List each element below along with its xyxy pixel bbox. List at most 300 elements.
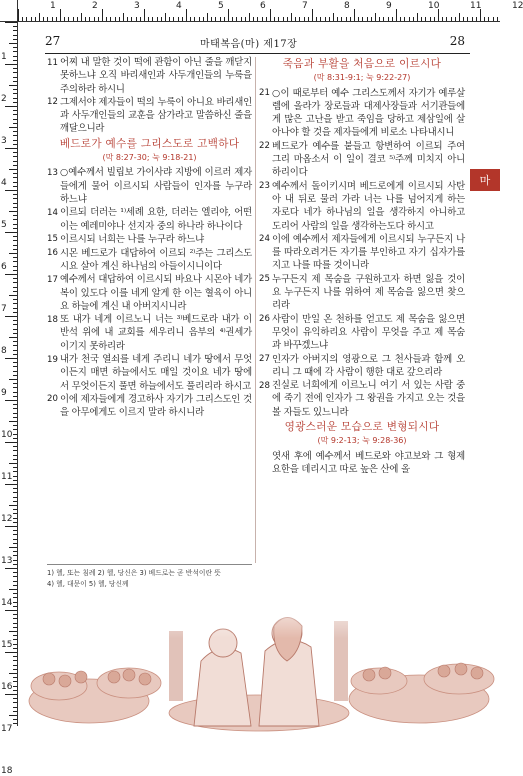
- ruler-tick: [13, 572, 17, 573]
- ruler-tick: [13, 93, 17, 94]
- ruler-tick: [392, 17, 393, 21]
- verse: [47, 353, 252, 393]
- verse-text: 이르되 더러는 ¹⁾세례 요한, 더러는 엘리야, 어떤 이는 예레미야나 선지자 중의 하나라 하나이다: [60, 207, 252, 232]
- ruler-label: 7: [1, 304, 7, 314]
- ruler-label: 9: [1, 388, 7, 398]
- ruler-tick: [434, 17, 435, 21]
- ruler-tick: [253, 17, 254, 21]
- verse: [259, 233, 465, 273]
- ruler-tick: [9, 253, 17, 254]
- ruler-tick: [9, 589, 17, 590]
- ruler-tick: [161, 17, 162, 21]
- ruler-tick: [13, 123, 17, 124]
- ruler-tick: [13, 102, 17, 103]
- verse: [47, 56, 252, 96]
- ruler-tick: [13, 417, 17, 418]
- ruler-tick: [13, 455, 17, 456]
- ruler-tick: [13, 690, 17, 691]
- verse: [259, 353, 465, 380]
- verse: [47, 96, 252, 136]
- ruler-tick: [388, 17, 389, 21]
- ruler-label: 6: [260, 1, 266, 11]
- ruler-tick: [13, 555, 17, 556]
- ruler-tick: [13, 551, 17, 552]
- ruler-tick: [35, 17, 36, 21]
- verse-text: 사람이 만일 온 천하를 얻고도 제 목숨을 잃으면 무엇이 유익하리요 사람이 무엇을 주고 제 목숨과 바꾸겠느냐: [272, 313, 465, 352]
- ruler-tick: [362, 17, 363, 21]
- ruler-tick: [148, 17, 149, 21]
- ruler-tick: [13, 627, 17, 628]
- ruler-tick: [13, 681, 17, 682]
- ruler-tick: [371, 17, 372, 21]
- verse-number: [259, 450, 272, 477]
- ruler-tick: [5, 568, 17, 569]
- ruler-tick: [13, 98, 17, 99]
- ruler-tick: [13, 513, 17, 514]
- column-divider: [255, 57, 256, 563]
- illustration: [19, 591, 500, 726]
- ruler-tick: [31, 17, 32, 21]
- ruler-tick: [13, 144, 17, 145]
- verse: [47, 313, 252, 353]
- ruler-tick: [13, 413, 17, 414]
- verse-text: ○예수께서 빌립보 가이사랴 지방에 이르러 제자들에게 물어 이르시되 사람들이 인자를 누구라 하느냐: [60, 167, 252, 205]
- ruler-tick: [5, 526, 17, 527]
- ruler-tick: [13, 639, 17, 640]
- running-title: 마태복음(마) 제17장: [200, 39, 298, 50]
- ruler-tick: [383, 17, 384, 21]
- ruler-tick: [73, 17, 74, 21]
- footnote-line: 1) 헬, 또는 침례 2) 헬, 당신은 3) 베드로는 곧 반석이란 뜻: [47, 569, 221, 577]
- ruler-tick: [13, 261, 17, 262]
- section-heading: 베드로가 예수를 그리스도로 고백하다: [59, 137, 240, 150]
- ruler-tick: [13, 119, 17, 120]
- ruler-tick: [13, 345, 17, 346]
- ruler-tick: [5, 694, 17, 695]
- ruler-tick: [13, 194, 17, 195]
- ruler-tick: [409, 17, 410, 21]
- ruler-tick: [13, 51, 17, 52]
- ruler-tick: [13, 606, 17, 607]
- book-tab[interactable]: 마: [470, 169, 500, 191]
- ruler-tick: [13, 698, 17, 699]
- ruler-tick: [421, 17, 422, 21]
- verse-number: 28: [259, 380, 270, 391]
- ruler-tick: [13, 644, 17, 645]
- ruler-tick: [262, 17, 263, 21]
- ruler-tick: [295, 17, 296, 21]
- ruler-tick: [13, 203, 17, 204]
- ruler-tick: [367, 17, 368, 21]
- ruler-tick: [203, 17, 204, 21]
- ruler-tick: [13, 72, 17, 73]
- ruler-tick: [9, 505, 17, 506]
- ruler-tick: [9, 673, 17, 674]
- ruler-tick: [5, 610, 17, 611]
- ruler-tick: [13, 669, 17, 670]
- ruler-tick: [13, 60, 17, 61]
- ruler-tick: [13, 177, 17, 178]
- ruler-tick: [13, 534, 17, 535]
- ruler-tick: [13, 341, 17, 342]
- verse-number: 12: [47, 97, 58, 108]
- verse-number: 17: [47, 274, 58, 285]
- footnote-line: 4) 헬, 대문이 5) 헬, 당신께: [47, 580, 129, 588]
- verse-number: 23: [259, 181, 270, 192]
- ruler-tick: [13, 77, 17, 78]
- left-column: [47, 56, 252, 420]
- ruler-tick: [224, 17, 225, 21]
- bible-page: [19, 23, 500, 726]
- ruler-tick: [13, 257, 17, 258]
- ruler-tick: [257, 17, 258, 21]
- ruler-tick: [287, 17, 288, 21]
- ruler-tick: [123, 13, 124, 21]
- ruler-tick: [13, 434, 17, 435]
- ruler-label: 18: [1, 766, 13, 776]
- ruler-tick: [13, 396, 17, 397]
- ruler-tick: [13, 270, 17, 271]
- verse: [47, 393, 252, 420]
- ruler-tick: [316, 17, 317, 21]
- ruler-tick: [13, 303, 17, 304]
- ruler-tick: [13, 530, 17, 531]
- footnotes: [47, 564, 252, 590]
- ruler-tick: [18, 9, 19, 21]
- ruler-label: 10: [428, 1, 440, 11]
- ruler-tick: [488, 17, 489, 21]
- ruler-left: [0, 0, 18, 776]
- ruler-tick: [13, 224, 17, 225]
- ruler-corner: [0, 0, 18, 22]
- ruler-label: 12: [1, 514, 13, 524]
- ruler-tick: [13, 446, 17, 447]
- ruler-tick: [194, 17, 195, 21]
- ruler-tick: [13, 467, 17, 468]
- ruler-tick: [278, 17, 279, 21]
- ruler-tick: [13, 320, 17, 321]
- ruler-tick: [13, 438, 17, 439]
- ruler-tick: [13, 291, 17, 292]
- ruler-tick: [266, 17, 267, 21]
- ruler-tick: [13, 207, 17, 208]
- verse-text: 내가 천국 열쇠를 네게 주리니 네가 땅에서 무엇이든지 매면 하늘에서도 매일 것이요 네가 땅에서 무엇이든지 풀면 하늘에서도 풀리리라 하시고: [60, 354, 252, 392]
- ruler-label: 6: [1, 262, 7, 272]
- ruler-tick: [13, 539, 17, 540]
- ruler-tick: [13, 518, 17, 519]
- cross-reference: (막 8:27-30; 눅 9:18-21): [102, 153, 197, 163]
- ruler-tick: [13, 635, 17, 636]
- ruler-tick: [13, 509, 17, 510]
- ruler-tick: [13, 26, 17, 27]
- verse-number: 24: [259, 234, 270, 245]
- ruler-tick: [417, 13, 418, 21]
- ruler-tick: [346, 17, 347, 21]
- ruler-tick: [5, 358, 17, 359]
- verse: [259, 273, 465, 313]
- verse-text: 이르시되 너희는 나를 누구라 하느냐: [60, 233, 204, 245]
- ruler-tick: [13, 135, 17, 136]
- ruler-tick: [9, 421, 17, 422]
- ruler-tick: [13, 581, 17, 582]
- ruler-tick: [9, 295, 17, 296]
- ruler-tick: [165, 13, 166, 21]
- ruler-tick: [413, 17, 414, 21]
- ruler-label: 3: [134, 1, 140, 11]
- ruler-tick: [13, 501, 17, 502]
- verse: [47, 247, 252, 274]
- verse: [259, 87, 465, 140]
- verse-number: 11: [47, 57, 58, 68]
- verse-number: 20: [47, 394, 58, 405]
- ruler-tick: [446, 17, 447, 21]
- ruler-label: 5: [1, 220, 7, 230]
- ruler-tick: [106, 17, 107, 21]
- ruler-tick: [13, 492, 17, 493]
- ruler-tick: [13, 249, 17, 250]
- ruler-tick: [26, 17, 27, 21]
- ruler-tick: [5, 316, 17, 317]
- verse: [47, 273, 252, 313]
- verse: [259, 180, 465, 233]
- ruler-tick: [13, 702, 17, 703]
- ruler-tick: [68, 17, 69, 21]
- ruler-tick: [13, 219, 17, 220]
- ruler-tick: [13, 140, 17, 141]
- ruler-tick: [186, 9, 187, 21]
- ruler-tick: [5, 148, 17, 149]
- ruler-label: 10: [1, 430, 13, 440]
- ruler-tick: [13, 366, 17, 367]
- ruler-tick: [13, 30, 17, 31]
- ruler-tick: [245, 17, 246, 21]
- ruler-tick: [325, 17, 326, 21]
- ruler-label: 7: [302, 1, 308, 11]
- ruler-tick: [274, 17, 275, 21]
- ruler-tick: [463, 17, 464, 21]
- verse: [259, 140, 465, 180]
- ruler-tick: [127, 17, 128, 21]
- ruler-tick: [5, 22, 17, 23]
- ruler-tick: [13, 618, 17, 619]
- ruler-label: 1: [1, 52, 7, 62]
- ruler-tick: [13, 488, 17, 489]
- ruler-label: 15: [1, 640, 13, 650]
- verse-number: 15: [47, 234, 58, 245]
- ruler-tick: [13, 480, 17, 481]
- ruler-tick: [13, 371, 17, 372]
- verse: [47, 206, 252, 233]
- ruler-tick: [5, 64, 17, 65]
- market-scene-illustration: [19, 591, 500, 726]
- verse-text: 그제서야 제자들이 떡의 누룩이 아니요 바리새인과 사두개인들의 교훈을 삼가라고 말씀하신 줄을 깨달으니라: [60, 96, 252, 135]
- ruler-tick: [144, 9, 145, 21]
- ruler-tick: [13, 308, 17, 309]
- ruler-tick: [13, 677, 17, 678]
- verse-text: 또 내가 네게 이르노니 너는 ³⁾베드로라 내가 이 반석 위에 내 교회를 세우리니 음부의 ⁴⁾권세가 이기지 못하리라: [60, 314, 252, 352]
- verse-text: 이에 예수께서 제자들에게 이르시되 누구든지 나를 따라오려거든 자기를 부인하고 자기 십자가를 지고 나를 따를 것이니라: [272, 233, 465, 272]
- ruler-label: 8: [1, 346, 7, 356]
- ruler-tick: [13, 597, 17, 598]
- ruler-tick: [89, 17, 90, 21]
- ruler-tick: [13, 287, 17, 288]
- ruler-tick: [484, 17, 485, 21]
- ruler-tick: [13, 68, 17, 69]
- ruler-tick: [9, 85, 17, 86]
- ruler-tick: [13, 564, 17, 565]
- ruler-tick: [459, 13, 460, 21]
- ruler-tick: [13, 362, 17, 363]
- ruler-tick: [13, 576, 17, 577]
- ruler-tick: [173, 17, 174, 21]
- verse-number: 25: [259, 274, 270, 285]
- left-page-number: 27: [45, 34, 61, 48]
- ruler-tick: [13, 228, 17, 229]
- ruler-tick: [13, 476, 17, 477]
- ruler-tick: [52, 17, 53, 21]
- verse-number: 14: [47, 207, 58, 218]
- ruler-tick: [140, 17, 141, 21]
- ruler-tick: [13, 543, 17, 544]
- ruler-tick: [220, 17, 221, 21]
- ruler-tick: [13, 711, 17, 712]
- ruler-tick: [472, 17, 473, 21]
- cross-reference: (막 9:2-13; 눅 9:28-36): [317, 436, 407, 446]
- ruler-tick: [404, 17, 405, 21]
- ruler-tick: [5, 400, 17, 401]
- verse-text: 베드로가 예수를 붙들고 항변하여 이르되 주여 그리 마옵소서 이 일이 결코 ⁵⁾주께 미치지 아니하리이다: [272, 140, 465, 179]
- ruler-tick: [47, 17, 48, 21]
- ruler-tick: [13, 350, 17, 351]
- ruler-tick: [333, 13, 334, 21]
- ruler-tick: [497, 17, 498, 21]
- ruler-tick: [169, 17, 170, 21]
- ruler-tick: [13, 89, 17, 90]
- ruler-tick: [5, 652, 17, 653]
- ruler-tick: [13, 392, 17, 393]
- ruler-tick: [350, 17, 351, 21]
- ruler-tick: [215, 17, 216, 21]
- ruler-label: 11: [1, 472, 13, 482]
- ruler-tick: [102, 9, 103, 21]
- ruler-tick: [9, 127, 17, 128]
- verse-text: 예수께서 돌이키시며 베드로에게 이르시되 사탄아 내 뒤로 물러 가라 너는 나를 넘어지게 하는 자로다 네가 하나님의 일을 생각하지 아니하고 도리어 사람의 일을 생각하는도다 하시고: [272, 180, 465, 232]
- ruler-tick: [270, 9, 271, 21]
- ruler-tick: [85, 17, 86, 21]
- ruler-tick: [9, 463, 17, 464]
- ruler-tick: [211, 17, 212, 21]
- ruler-tick: [178, 17, 179, 21]
- verse-number: 26: [259, 314, 270, 325]
- ruler-label: 13: [1, 556, 13, 566]
- ruler-tick: [249, 13, 250, 21]
- ruler-tick: [455, 17, 456, 21]
- ruler-tick: [56, 17, 57, 21]
- ruler-label: 12: [512, 1, 523, 11]
- ruler-tick: [5, 106, 17, 107]
- ruler-tick: [341, 17, 342, 21]
- ruler-tick: [493, 17, 494, 21]
- ruler-tick: [190, 17, 191, 21]
- ruler-tick: [354, 9, 355, 21]
- ruler-tick: [13, 354, 17, 355]
- ruler-tick: [13, 182, 17, 183]
- verse-number: 21: [259, 88, 270, 99]
- ruler-tick: [13, 656, 17, 657]
- ruler-tick: [9, 211, 17, 212]
- ruler-tick: [476, 17, 477, 21]
- ruler-tick: [13, 156, 17, 157]
- right-page-number: 28: [449, 34, 465, 48]
- ruler-tick: [152, 17, 153, 21]
- ruler-tick: [81, 13, 82, 21]
- ruler-tick: [13, 648, 17, 649]
- ruler-tick: [13, 429, 17, 430]
- ruler-tick: [13, 707, 17, 708]
- ruler-tick: [5, 274, 17, 275]
- ruler-tick: [13, 404, 17, 405]
- ruler-tick: [13, 324, 17, 325]
- ruler-tick: [5, 190, 17, 191]
- ruler-label: 1: [50, 1, 56, 11]
- ruler-tick: [304, 17, 305, 21]
- ruler-tick: [13, 719, 17, 720]
- ruler-tick: [13, 383, 17, 384]
- ruler-tick: [13, 161, 17, 162]
- verse-number: 13: [47, 167, 58, 178]
- verse-text: 누구든지 제 목숨을 구원하고자 하면 잃을 것이요 누구든지 나를 위하여 제 목숨을 잃으면 찾으리라: [272, 273, 465, 312]
- verse: [259, 313, 465, 353]
- verse: [47, 233, 252, 247]
- ruler-label: 4: [1, 178, 7, 188]
- ruler-tick: [442, 17, 443, 21]
- ruler-tick: [136, 17, 137, 21]
- ruler-tick: [13, 560, 17, 561]
- ruler-tick: [320, 17, 321, 21]
- ruler-tick: [308, 17, 309, 21]
- ruler-tick: [13, 522, 17, 523]
- ruler-tick: [13, 408, 17, 409]
- ruler-tick: [9, 43, 17, 44]
- ruler-tick: [396, 9, 397, 21]
- ruler-tick: [13, 585, 17, 586]
- ruler-tick: [60, 9, 61, 21]
- ruler-label: 8: [344, 1, 350, 11]
- ruler-tick: [110, 17, 111, 21]
- ruler-tick: [13, 114, 17, 115]
- ruler-tick: [13, 665, 17, 666]
- ruler-tick: [5, 442, 17, 443]
- verse-number: 27: [259, 354, 270, 365]
- ruler-tick: [13, 312, 17, 313]
- ruler-tick: [13, 299, 17, 300]
- ruler-tick: [232, 17, 233, 21]
- ruler-tick: [9, 337, 17, 338]
- verse-text: 이에 제자들에게 경고하사 자기가 그리스도인 것을 아무에게도 이르지 말라 하시니라: [60, 393, 252, 419]
- ruler-tick: [13, 329, 17, 330]
- ruler-tick: [13, 110, 17, 111]
- ruler-tick: [400, 17, 401, 21]
- ruler-label: 3: [1, 136, 7, 146]
- ruler-tick: [13, 266, 17, 267]
- ruler-tick: [375, 13, 376, 21]
- ruler-label: 14: [1, 598, 13, 608]
- ruler-tick: [13, 173, 17, 174]
- ruler-tick: [379, 17, 380, 21]
- verse: [259, 450, 465, 477]
- ruler-label: 17: [1, 724, 13, 734]
- ruler-tick: [182, 17, 183, 21]
